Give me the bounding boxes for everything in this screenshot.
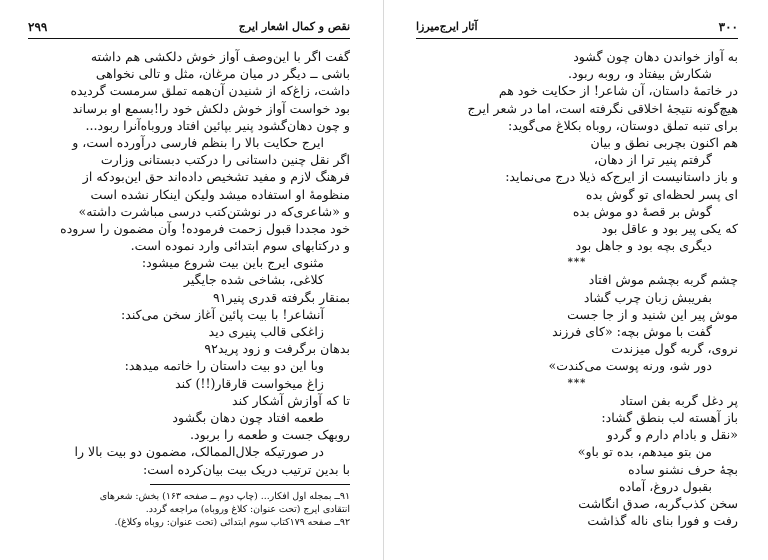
text-line: دیگری بچه بود و جاهل بود: [575, 238, 712, 254]
text-line: شکارش بیفتاد و، روبه ربود.: [567, 66, 712, 82]
left-page-body: [28, 48, 350, 478]
text-line: باشی ــ دیگر در میان مرغان، مثل و تالی نخواهی: [95, 66, 350, 82]
text-line: تا که آوازش آشکار کند: [232, 392, 350, 408]
text-line: بدهان برگرفت و زود پرید۹۲: [204, 341, 350, 357]
text-line: بقبول دروغ، آماده: [619, 478, 712, 494]
text-line: به آواز خواندن دهان چون گشود: [573, 49, 738, 64]
right-page-header: [416, 18, 738, 39]
text-line: پر دغل گربه بفن استاد: [619, 392, 738, 408]
text-line: سخن کذب‌گربه، صدق انگاشت: [578, 495, 738, 511]
text-line: گرفتم پنیر ترا از دهان،: [593, 152, 712, 168]
right-page-body: [416, 48, 738, 529]
text-line: و «شاعری‌که در نوشتن‌کتب درسی مباشرت داشته»: [78, 203, 350, 219]
text-line: در خاتمهٔ داستان، آن شاعر! از حکایت خود هم: [498, 83, 738, 99]
text-line: خود مجددا قبول زحمت فرموده! وآن مضمون را سروده: [60, 220, 350, 236]
left-page-number: ۲۹۹: [28, 20, 48, 34]
text-line: طعمه افتاد چون دهان بگشود: [172, 409, 324, 425]
text-line: فرهنگ لازم و مفید تشخیص داده‌اند حق این‌بودکه از: [82, 169, 350, 185]
text-line: گفت اگر با این‌وصف آواز خوش دلکشی هم داشته: [90, 49, 350, 64]
text-line: ***: [567, 377, 587, 389]
text-line: با بدین ترتیب دریک بیت بیان‌کرده است:: [142, 461, 350, 477]
footnote-line: ۹۱ــ بمجله اول افکار... (چاپ دوم ــ صفحه ۱۶۳) بخش: شعرهای: [99, 491, 350, 502]
text-line: بمنقار بگرفته قدری پنیر۹۱: [212, 289, 350, 305]
left-page-header: [28, 18, 350, 39]
text-line: ***: [567, 257, 587, 269]
text-line: که یکی پیر بود و عاقل بود: [601, 220, 738, 236]
text-line: بچهٔ حرف نشنو ساده: [628, 461, 738, 477]
text-line: گفت با موش بچه: «کای فرزند: [552, 324, 712, 339]
footnote-line: انتقادی ایرج (تحت عنوان: کلاغ وروباه) مراجعه گردد.: [145, 504, 350, 515]
text-line: و درکتابهای سوم ابتدائی وارد نموده است.: [130, 238, 350, 254]
text-line: من بتو میدهم، بده تو باو»: [577, 444, 712, 460]
text-line: برای تنبه تملق دوستان، روباه بکلاغ می‌گوید:: [507, 117, 738, 133]
text-line: رفت و فورا بنای ناله گذاشت: [587, 513, 738, 529]
right-running-title: آثار ایرج‌میرزا: [416, 20, 478, 33]
text-line: باز آهسته لب بنطق گشاد:: [601, 409, 738, 425]
left-running-title: نقص و کمال اشعار ایرج: [238, 20, 350, 33]
text-line: در صورتیکه جلال‌الممالک، مضمون دو بیت بالا را: [74, 444, 324, 460]
text-line: منظومهٔ او استفاده میشد ولیکن اینکار نشده است: [90, 186, 350, 202]
footnote-divider: [150, 484, 350, 485]
text-line: زاغکی قالب پنیری دید: [208, 324, 324, 339]
text-line: موش پیر این شنید و از جا جست: [567, 306, 738, 322]
text-line: گوش بر قصهٔ دو موش بده: [572, 203, 712, 219]
right-page: [384, 0, 768, 560]
text-line: هم اکنون بچربی نطق و بیان: [590, 134, 738, 150]
text-line: مثنوی ایرج باین بیت شروع میشود:: [141, 255, 324, 271]
text-line: نروی، گربه گول میزندت: [611, 341, 738, 357]
text-line: داشت، زاغ‌که از شنیدن آن‌همه تملق سرمست گردیده: [70, 83, 350, 99]
text-line: «نقل و بادام دارم و گردو: [606, 427, 738, 443]
footnote-line: ۹۲ــ صفحه ۱۷۹کتاب سوم ابتدائی (تحت عنوان: روباه وکلاغ).: [114, 517, 350, 528]
text-line: وبا این دو بیت داستان را خاتمه میدهد:: [124, 358, 324, 374]
text-line: هیچ‌گونه نتیجهٔ اخلاقی نگرفته است، اما در شعر ایرج: [467, 100, 738, 116]
text-line: زاغ میخواست قارقار(!!) کند: [175, 375, 324, 391]
text-line: دور شو، ورنه پوست می‌کندت»: [548, 358, 712, 374]
text-line: ای پسر لحظه‌ای تو گوش بده: [585, 186, 738, 202]
text-line: آنشاعر! با بیت پائین آغاز سخن می‌کند:: [120, 306, 324, 322]
text-line: ایرج حکایت بالا را بنظم فارسی درآورده است، و: [72, 134, 324, 150]
right-page-number: ۳۰۰: [718, 20, 738, 34]
text-line: بود خواست آواز خوش دلکش خود را!بسمع او برساند: [72, 100, 350, 116]
text-line: و باز داستانیست از ایرج‌که ذیلا درج می‌نماید:: [505, 169, 738, 185]
text-line: اگر نقل چنین داستانی را درکتب دبستانی وزارت: [100, 152, 350, 168]
text-line: بفریبش زبان چرب گشاد: [583, 289, 712, 305]
text-line: روبهک جست و طعمه را بربود.: [189, 427, 350, 443]
footnotes: [28, 490, 350, 529]
text-line: کلاغی، بشاخی شده جایگیر: [183, 272, 324, 288]
text-line: چشم گربه بچشم موش افتاد: [588, 272, 738, 288]
text-line: و چون دهان‌گشود پنیر بپائین افتاد وروباه‌آنرا ربود...: [85, 117, 350, 133]
